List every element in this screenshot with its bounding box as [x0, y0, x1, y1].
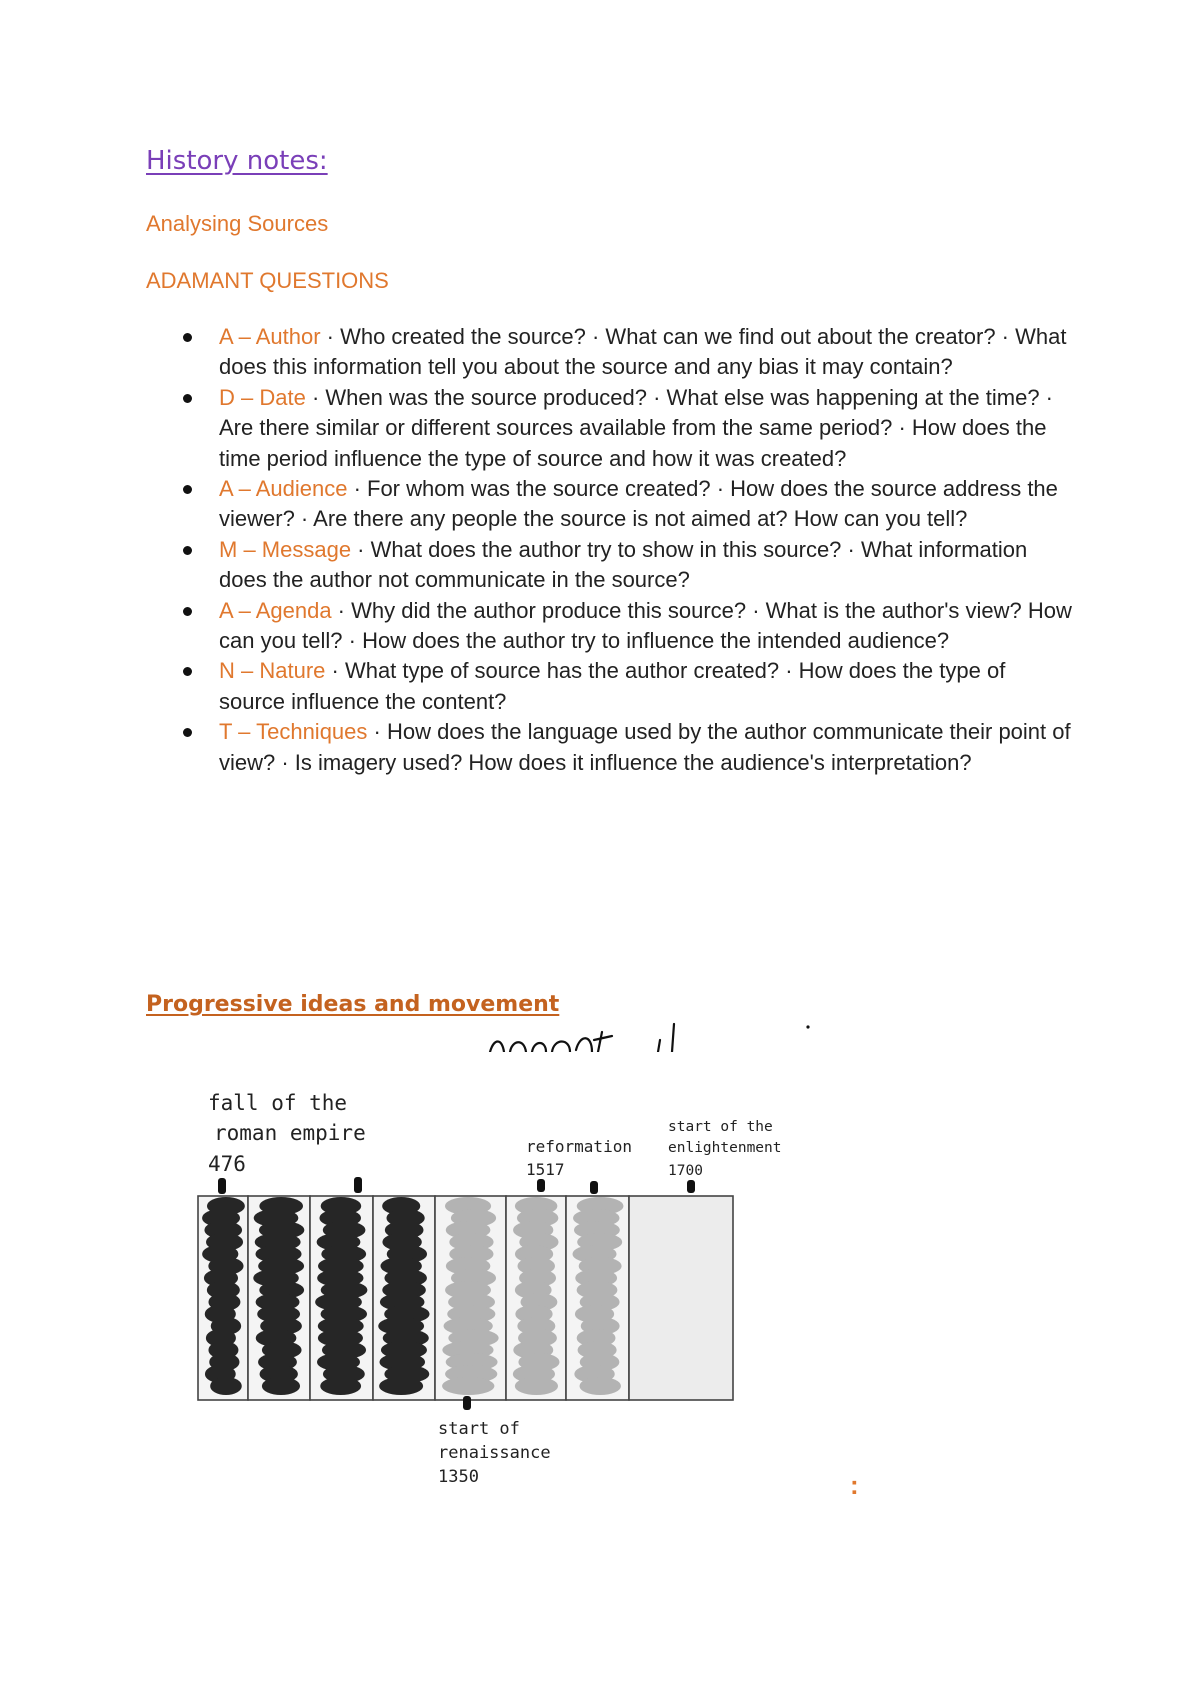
bullet-icon	[183, 485, 192, 494]
bullet-icon	[183, 607, 192, 616]
event-year: 476	[208, 1152, 246, 1176]
event-year: 1517	[526, 1160, 565, 1179]
event-label: enlightenment	[668, 1140, 782, 1156]
event-label: renaissance	[438, 1443, 551, 1463]
timeline-event-fall-of-rome	[208, 1091, 366, 1194]
list-item	[146, 322, 1076, 383]
item-description: · Who created the source? · What can we find out about the creator? · What does this information tell you about the source and any bias it may contain?	[219, 324, 1067, 380]
event-label: fall of the	[208, 1091, 348, 1115]
item-description: · For whom was the source created? · How does the source address the viewer? · Are there any people the source is not aimed at? How can you tell?	[219, 476, 1058, 532]
bullet-icon	[183, 333, 192, 342]
item-description: · Why did the author produce this source? · What is the author's view? How can you tell? · How does the author try to influence the intended audience?	[219, 597, 1072, 654]
list-item	[146, 383, 1076, 474]
segment-scribble	[320, 1377, 361, 1395]
event-marker	[687, 1180, 695, 1193]
timeline-event-enlightenment	[668, 1119, 782, 1193]
list-item	[146, 656, 1076, 717]
list-item	[146, 717, 1076, 778]
item-term: N – Nature	[219, 658, 326, 684]
trailing-colon: :	[850, 1470, 859, 1500]
event-label: roman empire	[214, 1121, 366, 1145]
bullet-icon	[183, 394, 192, 403]
page-title: History notes:	[146, 146, 328, 176]
event-marker	[590, 1181, 598, 1194]
segment-scribble	[515, 1377, 558, 1395]
event-year: 1350	[438, 1467, 479, 1487]
history-timeline	[190, 1080, 790, 1500]
list-heading-adamant: ADAMANT QUESTIONS	[146, 268, 389, 293]
segment-scribble	[262, 1377, 300, 1395]
event-marker	[218, 1178, 226, 1194]
timeline-event-renaissance	[438, 1396, 551, 1487]
event-label: reformation	[526, 1137, 632, 1156]
section-heading-progressive-ideas: Progressive ideas and movement	[146, 992, 560, 1017]
list-item	[146, 535, 1076, 596]
bullet-icon	[183, 667, 192, 676]
item-term: D – Date	[219, 384, 306, 410]
segment-scribble	[379, 1377, 423, 1395]
list-item	[146, 596, 1076, 657]
item-description: · When was the source produced? · What else was happening at the time? · Are there similar or different sources available from the same period? · How does the time period influence the type of source and how it was created?	[219, 384, 1054, 471]
item-term: A – Author	[219, 324, 321, 349]
bullet-icon	[183, 728, 192, 737]
item-description: · How does the language used by the author communicate their point of view? · Is imagery used? How does it influence the audience's interpretation?	[219, 719, 1071, 775]
timeline-event-reformation	[526, 1137, 632, 1194]
event-year: 1700	[668, 1163, 703, 1179]
event-marker	[354, 1177, 362, 1193]
handwritten-scribble	[480, 1022, 820, 1052]
item-term: M – Message	[219, 536, 352, 562]
event-label: start of	[438, 1419, 520, 1439]
subheading-analysing-sources: Analysing Sources	[146, 211, 329, 236]
segment-scribble	[442, 1377, 494, 1395]
event-label: start of the	[668, 1119, 773, 1135]
segment-scribble	[210, 1377, 242, 1395]
timeline-segment	[629, 1196, 733, 1400]
timeline-segments	[198, 1196, 733, 1400]
bullet-icon	[183, 546, 192, 555]
item-description: · What type of source has the author created? · How does the type of source influence the content?	[219, 658, 1006, 714]
item-term: T – Techniques	[219, 719, 368, 745]
adamant-question-list	[146, 322, 1076, 778]
segment-scribble	[579, 1377, 620, 1395]
item-description: · What does the author try to show in this source? · What information does the author not communicate in the source?	[219, 536, 1028, 593]
list-item	[146, 474, 1076, 535]
item-term: A – Agenda	[219, 597, 332, 623]
event-marker	[463, 1396, 471, 1410]
item-term: A – Audience	[219, 476, 348, 502]
event-marker	[537, 1179, 545, 1192]
